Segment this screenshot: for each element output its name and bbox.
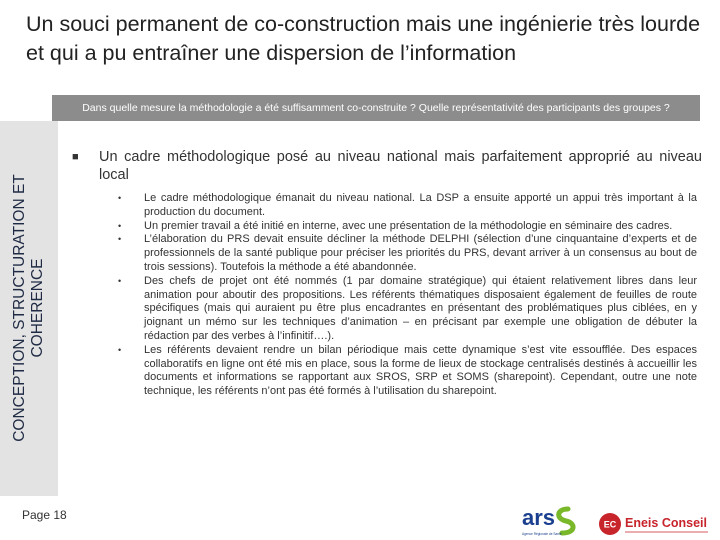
list-item-text: L’élaboration du PRS devait ensuite décliner la méthode DELPHI (sélection d’une cinquantaine d’experts et de professionnels de la santé publique pour préciser les priorités du PRS, devant arriver à un consensus au bout de trois sessions). Toutefois la méthode a été abandonnée.: [144, 233, 697, 273]
bullet-dot-icon: •: [118, 220, 122, 231]
square-bullet-icon: ■: [72, 151, 79, 163]
ars-logo-caption: Agence Régionale de Santé: [522, 532, 562, 536]
ars-logo: [520, 503, 580, 537]
bullet-dot-icon: •: [118, 344, 122, 355]
bullet-dot-icon: •: [118, 234, 122, 245]
list-item-text: Des chefs de projet ont été nommés (1 par domaine stratégique) qui étaient relativement libres dans leur animation pour aboutir des propositions. Les référents thématiques disposaient également de feuilles de route spécifiques (mais qui auraient pu être plus encadrantes en présentant des problématiques plus ciblées, en y joignant un mémo sur les techniques d’animation – en précisant par exemple une obligation de débuter la rédaction par des verbes à l’infinitif….).: [144, 274, 697, 342]
main-bullet: [72, 148, 702, 184]
bullet-dot-icon: •: [118, 193, 122, 203]
subtitle-band: Dans quelle mesure la méthodologie a été suffisamment co-construite ? Quelle représentativité des participants des groupes ?: [52, 95, 700, 121]
eneis-logo: [598, 512, 710, 536]
bullet-dot-icon: •: [118, 275, 122, 286]
list-item: [112, 192, 697, 220]
sub-bullet-list: [112, 192, 697, 399]
list-item-text: Le cadre méthodologique émanait du niveau national. La DSP a ensuite apporté un appui très important à la production du document.: [144, 192, 697, 218]
list-item-text: Les référents devaient rendre un bilan périodique mais cette dynamique s’est vite essoufflée. Des espaces collaboratifs en ligne ont été mis en place, sous la forme de lieux de stockage centralisés destinés à accueillir les documents et informations se rapportant aux SROS, SRP et SOMS (sharepoint). Cependant, outre une note technique, les référents n’ont pas été formés à l’utilisation du sharepoint.: [144, 343, 697, 398]
ars-swoosh-icon: [559, 509, 573, 533]
page-number: Page 18: [22, 508, 67, 522]
sidebar-label: CONCEPTION, STRUCTURATION ET COHERENCE: [11, 174, 46, 442]
list-item: [112, 344, 697, 399]
main-bullet-text: Un cadre méthodologique posé au niveau national mais parfaitement approprié au niveau local: [99, 149, 702, 183]
slide-title: Un souci permanent de co-construction mais une ingénierie très lourde et qui a pu entraîner une dispersion de l’information: [26, 12, 701, 65]
list-item: [112, 233, 697, 274]
list-item-text: Un premier travail a été initié en interne, avec une présentation de la méthodologie en séminaire des cadres.: [144, 219, 673, 232]
eneis-badge-text: EC: [603, 519, 617, 530]
eneis-logo-text: Eneis Conseil: [625, 516, 707, 530]
ars-logo-text: ars: [522, 505, 556, 530]
list-item: [112, 220, 697, 234]
list-item: [112, 275, 697, 344]
